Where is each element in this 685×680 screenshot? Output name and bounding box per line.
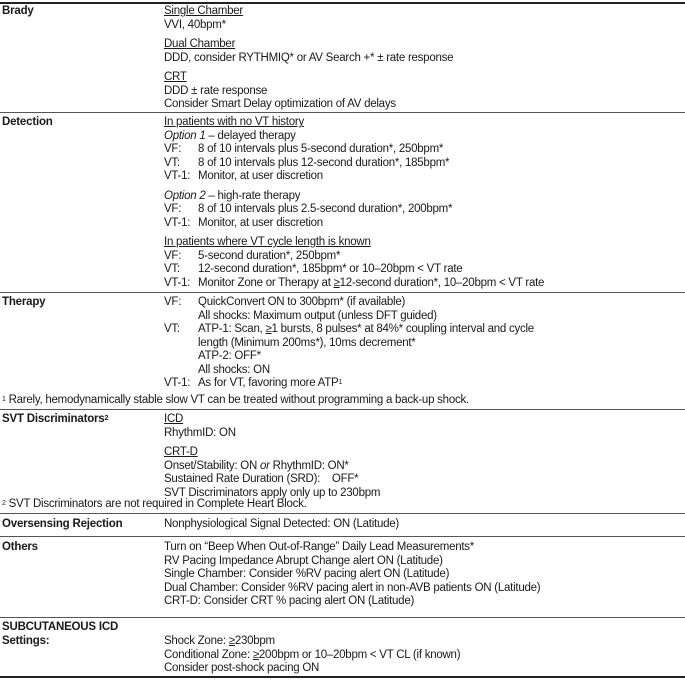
therapy-vt-line: All shocks: ON	[198, 363, 270, 376]
icd-heading: ICD	[164, 413, 184, 425]
cl-row-vt: VT: 12-second duration*, 185bpm* or 10–20bpm < VT rate	[164, 263, 463, 275]
no-vt-history-heading: In patients with no VT history	[164, 116, 304, 128]
option1-row-vf: VF: 8 of 10 intervals plus 5-second duration*, 250bpm*	[164, 143, 444, 155]
dual-chamber-heading: Dual Chamber	[164, 38, 236, 50]
option2-row-vt1: VT-1: Monitor, at user discretion	[164, 216, 323, 229]
row-label-sicd: SUBCUTANEOUS ICD Settings:	[2, 621, 119, 647]
row-divider	[0, 513, 685, 514]
option1-row-vt: VT: 8 of 10 intervals plus 12-second duration*, 185bpm*	[164, 156, 450, 169]
greater-equal-symbol: ≥	[265, 323, 272, 335]
therapy-vf-row: VF: QuickConvert ON to 300bpm* (if available)	[164, 296, 406, 308]
crt-line: DDD ± rate response	[164, 84, 268, 97]
row-divider	[0, 617, 685, 618]
crtd-heading: CRT-D	[164, 446, 198, 458]
option1-row-vt1: VT-1: Monitor, at user discretion	[164, 170, 323, 182]
dual-chamber-line: DDD, consider RYTHMIQ* or AV Search +* ± rate response	[164, 51, 454, 64]
others-line: Turn on “Beep When Out-of-Range” Daily Lead Measurements*	[164, 541, 475, 553]
therapy-vt-row: VT: ATP-1: Scan, ≥1 bursts, 8 pulses* at 84%* coupling interval and cycle	[164, 323, 534, 335]
row-divider	[0, 536, 685, 537]
option1-title: Option 1 – delayed therapy	[164, 129, 296, 142]
others-content	[164, 541, 540, 609]
therapy-vt-line: length (Minimum 200ms*), 10ms decrement*	[198, 336, 416, 349]
sicd-shock-zone: Shock Zone: ≥230bpm	[164, 635, 275, 647]
svt-footnote: $^2$ SVT Discriminators are not required in Complete Heart Block.	[2, 498, 307, 510]
therapy-vt1-row: VT-1: As for VT, favoring more ATP$^1$	[164, 377, 343, 389]
row-label-brady: Brady	[2, 5, 34, 17]
crtd-line: Onset/Stability: ON or RhythmID: ON*	[164, 459, 349, 472]
others-line: Single Chamber: Consider %RV pacing alert ON (Latitude)	[164, 568, 450, 580]
crt-heading: CRT	[164, 71, 187, 83]
row-divider	[0, 409, 685, 410]
cl-row-vt1: VT-1: Monitor Zone or Therapy at ≥12-second duration*, 10–20bpm < VT rate	[164, 276, 545, 289]
cl-row-vf: VF: 5-second duration*, 250bpm*	[164, 249, 341, 262]
greater-equal-symbol: ≥	[252, 648, 259, 661]
crtd-line: Sustained Rate Duration (SRD): OFF*	[164, 473, 359, 485]
oversensing-content	[164, 518, 399, 532]
oversensing-line: Nonphysiological Signal Detected: ON (Latitude)	[164, 518, 399, 530]
therapy-vf-line: All shocks: Maximum output (unless DFT guided)	[198, 309, 437, 322]
svt-content	[164, 413, 380, 500]
others-line: RV Pacing Impedance Abrupt Change alert ON (Latitude)	[164, 554, 443, 567]
brady-content	[164, 5, 453, 112]
crt-line: Consider Smart Delay optimization of AV delays	[164, 98, 396, 110]
sicd-conditional-zone: Conditional Zone: ≥200bpm or 10–20bpm < VT CL (if known)	[164, 648, 461, 661]
row-label-detection: Detection	[2, 116, 53, 128]
vt-cl-known-heading: In patients where VT cycle length is known	[164, 236, 371, 248]
table-top-rule	[0, 2, 685, 4]
row-label-others: Others	[2, 541, 38, 553]
crtd-line: SVT Discriminators apply only up to 230bpm	[164, 486, 381, 499]
row-label-therapy: Therapy	[2, 296, 46, 308]
option2-title: Option 2 – high-rate therapy	[164, 189, 301, 202]
therapy-vt-line: ATP-2: OFF*	[198, 350, 261, 362]
icd-line: RhythmID: ON	[164, 426, 236, 439]
footnote-ref: 1	[338, 379, 343, 386]
table-bottom-rule	[0, 676, 685, 678]
single-chamber-heading: Single Chamber	[164, 5, 243, 17]
row-label-oversensing: Oversensing Rejection	[2, 518, 123, 530]
option2-row-vf: VF: 8 of 10 intervals plus 2.5-second duration*, 200bpm*	[164, 203, 453, 215]
row-divider	[0, 112, 685, 113]
sicd-line: Consider post-shock pacing ON	[164, 662, 320, 674]
others-line: Dual Chamber: Consider %RV pacing alert in non-AVB patients ON (Latitude)	[164, 581, 541, 594]
greater-equal-symbol: ≥	[333, 276, 340, 289]
greater-equal-symbol: ≥	[228, 635, 235, 647]
sicd-content	[164, 635, 460, 676]
therapy-footnote: $^1$ Rarely, hemodynamically stable slow VT can be treated without programming a back-up shock.	[2, 394, 469, 406]
therapy-content	[164, 296, 534, 391]
row-divider	[0, 292, 685, 293]
single-chamber-line: VVI, 40bpm*	[164, 18, 226, 31]
footnote-ref: 2	[104, 415, 109, 422]
detection-content	[164, 116, 544, 290]
others-line: CRT-D: Consider CRT % pacing alert ON (Latitude)	[164, 595, 415, 607]
row-label-svt: SVT Discriminators$^2$	[2, 413, 109, 425]
